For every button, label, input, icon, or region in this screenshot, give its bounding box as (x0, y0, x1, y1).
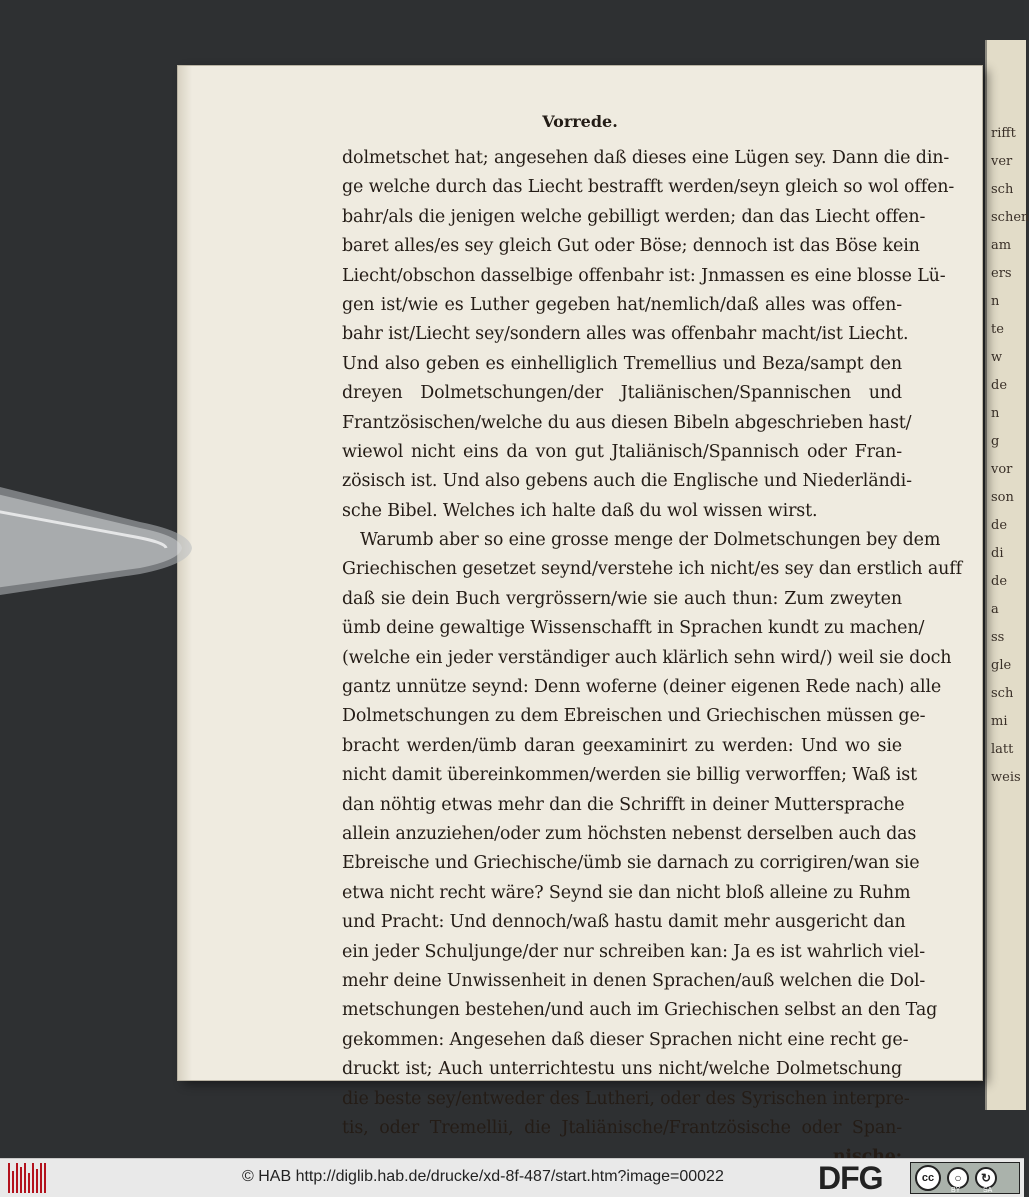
text-line: etwa nicht recht wäre? Seynd sie dan nicht bloß alleine zu Ruhm (342, 882, 911, 903)
text-line: mehr deine Unwissenheit in denen Sprachen/auß welchen die Dol- (342, 970, 926, 991)
adjacent-fragment: rifft (991, 126, 1016, 141)
text-line: (welche ein jeder verständiger auch klärlich sehn wird/) weil sie doch (342, 647, 952, 668)
adjacent-fragment: son (991, 490, 1014, 505)
sa-label: SA (983, 1187, 993, 1194)
adjacent-fragment: g (991, 434, 1000, 449)
adjacent-fragment: ss (991, 630, 1005, 645)
book-page (178, 66, 982, 1138)
cc-icon: cc (915, 1165, 941, 1191)
text-line: tis, oder Tremellii, die Jtaliänische/Frantzösische oder Span- (342, 1117, 902, 1138)
text-line: ümb deine gewaltige Wissenschafft in Sprachen kundt zu machen/ (342, 618, 925, 639)
adjacent-fragment: ver (991, 154, 1013, 169)
adjacent-fragment: weis (991, 770, 1021, 785)
adjacent-fragment: de (991, 378, 1008, 393)
page-body-text (342, 144, 962, 1173)
adjacent-fragment: vor (991, 462, 1013, 477)
text-line: Liecht/obschon dasselbige offenbahr ist: Jnmassen es eine blosse Lü- (342, 265, 946, 286)
adjacent-page-edge (985, 40, 1029, 1110)
text-line: druckt ist; Auch unterrichtestu uns nicht/welche Dolmetschung (342, 1059, 902, 1080)
running-head: Vorrede. (542, 112, 618, 131)
text-line: bahr ist/Liecht sey/sondern alles was offenbahr macht/ist Liecht. (342, 324, 909, 345)
text-line: dreyen Dolmetschungen/der Jtaliänischen/Spannischen und (342, 383, 902, 404)
text-line: gekommen: Angesehen daß dieser Sprachen nicht eine recht ge- (342, 1029, 909, 1050)
text-line: bracht werden/ümb daran geexaminirt zu werden: Und wo sie (342, 735, 902, 756)
adjacent-fragment: am (991, 238, 1012, 253)
sa-icon: ↻ (975, 1167, 997, 1189)
adjacent-fragment: di (991, 546, 1004, 561)
adjacent-fragment: de (991, 518, 1008, 533)
adjacent-fragment: schen (991, 210, 1029, 225)
copyright-credit: © HAB http://diglib.hab.de/drucke/xd-8f-487/start.htm?image=00022 (242, 1168, 724, 1185)
text-line: Und also geben es einhelliglich Tremellius und Beza/sampt den (342, 353, 902, 374)
text-line: dan nöhtig etwas mehr dan die Schrifft in deiner Muttersprache (342, 794, 905, 815)
text-line: bahr/als die jenigen welche gebilligt werden; dan das Liecht offen- (342, 206, 926, 227)
hab-barcode-logo (8, 1163, 48, 1193)
text-line: zösisch ist. Und also gebens auch die Englische und Niederländi- (342, 471, 912, 492)
adjacent-fragment: a (991, 602, 999, 617)
adjacent-fragment: sch (991, 182, 1014, 197)
adjacent-page-fragments (991, 120, 1029, 792)
adjacent-fragment: gle (991, 658, 1012, 673)
adjacent-fragment: ers (991, 266, 1012, 281)
adjacent-fragment: n (991, 406, 1000, 421)
text-line: dolmetschet hat; angesehen daß dieses eine Lügen sey. Dann die din- (342, 148, 950, 168)
text-line: allein anzuziehen/oder zum höchsten nebenst derselben auch das (342, 823, 917, 844)
text-line: metschungen bestehen/und auch im Griechischen selbst an den Tag (342, 1000, 938, 1021)
creative-commons-badge[interactable] (910, 1162, 1020, 1194)
text-line: baret alles/es sey gleich Gut oder Böse; dennoch ist das Böse kein (342, 236, 920, 257)
text-line: Warumb aber so eine grosse menge der Dolmetschungen bey dem (360, 530, 941, 551)
adjacent-fragment: latt (991, 742, 1014, 757)
text-line: daß sie dein Buch vergrössern/wie sie auch thun: Zum zweyten (342, 588, 902, 609)
adjacent-fragment: sch (991, 686, 1014, 701)
text-line: ein jeder Schuljunge/der nur schreiben kan: Ja es ist wahrlich viel- (342, 941, 926, 962)
text-line: nicht damit übereinkommen/werden sie billig verworffen; Waß ist (342, 765, 918, 786)
page-holder-clip (0, 470, 212, 600)
by-icon: ○ (947, 1167, 969, 1189)
text-line: ge welche durch das Liecht bestrafft werden/seyn gleich so wol offen- (342, 177, 955, 198)
text-line: sche Bibel. Welches ich halte daß du wol wissen wirst. (342, 500, 818, 521)
adjacent-fragment: n (991, 294, 1000, 309)
text-line: Ebreische und Griechische/ümb sie darnach zu corrigiren/wan sie (342, 853, 920, 874)
text-line: Frantzösischen/welche du aus diesen Bibeln abgeschrieben hast/ (342, 412, 912, 433)
dfg-logo: DFG (818, 1160, 883, 1196)
text-line: gen ist/wie es Luther gegeben hat/nemlich/daß alles was offen- (342, 294, 902, 315)
text-line: Dolmetschungen zu dem Ebreischen und Griechischen müssen ge- (342, 706, 926, 727)
text-line: die beste sey/entweder des Lutheri, oder des Syrischen interpre- (342, 1088, 910, 1109)
by-label: BY (951, 1187, 961, 1194)
adjacent-fragment: mi (991, 714, 1008, 729)
text-line: gantz unnütze seynd: Denn woferne (deiner eigenen Rede nach) alle (342, 677, 942, 698)
adjacent-fragment: de (991, 574, 1008, 589)
adjacent-fragment: te (991, 322, 1004, 337)
text-line: Griechischen gesetzet seynd/verstehe ich nicht/es sey dan erstlich auff (342, 559, 962, 580)
footer-bar (0, 1158, 1024, 1197)
text-line: und Pracht: Und dennoch/waß hastu damit mehr ausgericht dan (342, 912, 906, 933)
adjacent-fragment: w (991, 350, 1003, 365)
text-line: wiewol nicht eins da von gut Jtaliänisch/Spannisch oder Fran- (342, 441, 902, 462)
